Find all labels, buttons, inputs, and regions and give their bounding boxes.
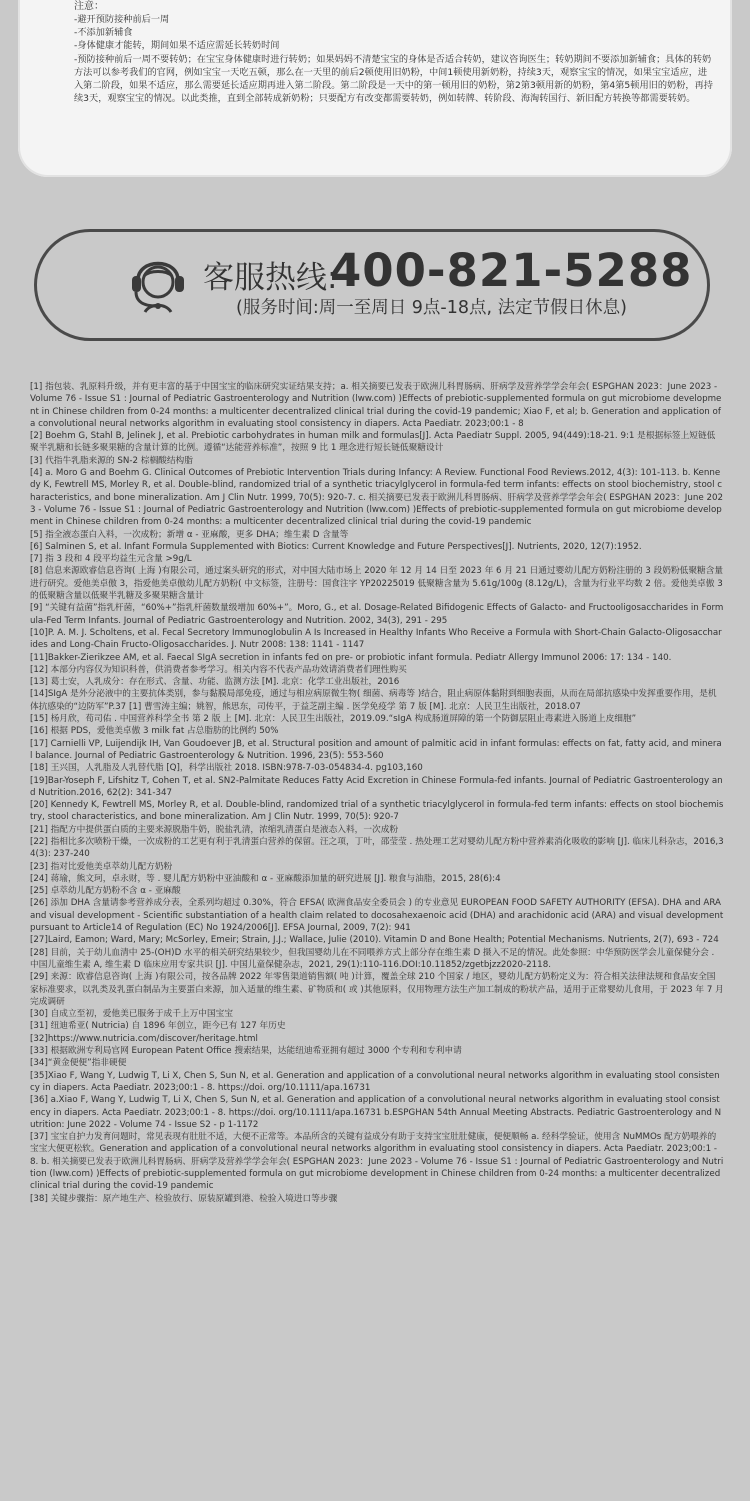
reference-item: [20] Kennedy K, Fewtrell MS, Morley R, et al. Double-blind, randomized trial of a synthetic triacylglycerol in formula-fed term infants: effects on stool biochemistry, stool characteristics, and bone mineralization. Am J Clin Nutr. 1999, 70(5): 920-7 [30,800,724,823]
reference-item: [9] “关键有益菌”指乳杆菌，“60%+”指乳杆菌数量级增加 60%+”。Moro, G., et al. Dosage-Related Bifidogenic Effects of Galacto- and Fructooligosaccharides in Formula-Fed Term Infants. Journal of Pediatric Gastroenterology and Nutrition. 2002, 34(3), 291 - 295 [30,603,724,626]
reference-item: [22] 指相比多次喷粉干燥，一次成粉的工艺更有利于乳清蛋白营养的保留。汪之项，丁叶，邵莹莹 . 热处理工艺对婴幼儿配方粉中营养素消化吸收的影响 [J]. 临床儿科杂志，2016,34(3): 237-240 [30,836,724,860]
reference-item: [16] 根据 PDS，爱他美卓傲 3 milk fat 占总脂肪的比例约 50% [30,726,279,737]
hotline-number[interactable]: 400-821-5288 [330,244,693,297]
reference-item: [8] 信息来源欧睿信息咨询( 上海 )有限公司，通过案头研究的形式，对中国大陆市场上 2020 年 12 月 14 日至 2023 年 6 月 21 日通过婴幼儿配方奶粉注册的 3 段奶粉低聚糖含量进行研究。爱他美卓傲 3，指爱他美卓傲幼儿配方奶粉( 中文标签，注册号：国食注字 YP20225019 低聚糖含量为 5.61g/100g (8.12g/L)，含量为行业平均数 2 倍。爱他美卓傲 3 的低聚糖含量以低聚半乳糖及多聚果糖含量计 [30,566,724,602]
reference-item: [2] Boehm G, Stahl B, Jelinek J, et al. Prebiotic carbohydrates in human milk and formulas[J]. Acta Paediatr Suppl. 2005, 94(449):18-21. 9:1 是根据标签上短链低聚半乳糖和长链多聚果糖的含量计算的比例。遵循“达能营养标准”，按照 9 比 1 理念进行短长链低聚糖设计 [30,431,716,454]
reference-item: [27]Laird, Eamon; Ward, Mary; McSorley, Emeir; Strain, J.J.; Wallace, Julie (2010). Vitamin D and Bone Health; Potential Mechanisms. Nutrients, 2(7), 693 - 724 [30,935,719,946]
notice-line: -不添加新辅食 [74,27,133,39]
reference-item: [3] 代指牛乳脂来源的 SN-2 棕榈酸结构脂 [30,455,193,466]
reference-item: [23] 指对比爱他美卓萃幼儿配方奶粉 [30,861,173,872]
reference-item: [5] 指全液态蛋白入料，一次成粉；新增 α - 亚麻酸，更多 DHA；维生素 D 含量等 [30,529,349,540]
references-list [30,381,724,1205]
notice-line: -预防接种前后一周不要转奶；在宝宝身体健康时进行转奶；如果妈妈不清楚宝宝的身体是否适合转奶，建议咨询医生；转奶期间不要添加新辅食；具体的转奶方法可以参考我们的官网，例如宝宝一天吃五顿，那么在一天里的前后2顿使用旧奶粉，中间1顿使用新奶粉，持续3天，观察宝宝的情况，如果宝宝适应，进入第二阶段，如果不适应，那么需要延长适应期再进入第二阶段。第二阶段是一天中的第一顿用旧的奶粉，第2第3顿用新的奶粉，第4第5顿用旧的奶粉，再持续3天，观察宝宝的情况。以此类推，直到全部转成新奶粉；只要配方有改变都需要转奶，例如转牌、转阶段、海淘转国行、新旧配方转换等都需要转奶。 [74,53,713,105]
reference-item: [13] 葛士安，人乳成分：存在形式、含量、功能、监测方法 [M]. 北京：化学工业出版社，2016 [30,677,400,688]
reference-item: [25] 卓萃幼儿配方奶粉不含 α - 亚麻酸 [30,886,181,897]
notice-line: -避开预防接种前后一周 [74,14,170,25]
reference-item: [28] 目前，关于幼儿血清中 25-(OH)D 水平的相关研究结果较少，但我国婴幼儿在不同喂养方式上部分存在维生素 D 摄入不足的情况。此处参照：中华预防医学会儿童保健分会 . 中国儿童维生素 A, 维生素 D 临床应用专家共识 [J]. 中国儿童保健杂志，2021, 29(1):110-116.DOI:10.11852/zgetbjzz2020-2118. [30,947,715,970]
reference-item: [12] 本部分内容仅为知识科普，供消费者参考学习。相关内容不代表产品功效请消费者们理性购买 [30,664,407,675]
reference-item: [34]“黄金便便”指非硬便 [30,1058,127,1069]
reference-item: [6] Salminen S, et al. Infant Formula Supplemented with Biotics: Current Knowledge and Future Perspectives[J]. Nutrients, 2020, 12(7):1952. [30,541,642,552]
reference-item: [33] 根据欧洲专利局官网 European Patent Office 搜索结果，达能纽迪希亚拥有超过 3000 个专利和专利申请 [30,1046,462,1057]
reference-item: [17] Carnielli VP, Luijendijk IH, Van Goudoever JB, et al. Structural position and amount of palmitic acid in infant formulas: effects on fat, fatty acid, and mineral balance. Journal of Pediatric Gastroenterology & Nutrition. 1996, 23(5): 553-560 [30,738,722,761]
reference-item: [21] 指配方中提供蛋白质的主要来源脱脂牛奶，脱盐乳清，浓缩乳清蛋白是液态入料，一次成粉 [30,824,399,835]
hotline-hours: (服务时间:周一至周日 9点-18点, 法定节假日休息) [236,298,627,318]
reference-item: [30] 自成立至初，爱他美已服务于成千上万中国宝宝 [30,1009,234,1020]
reference-item: [24] 蒋瑜，熊文珂，卓永财，等 . 婴儿配方奶粉中亚油酸和 α - 亚麻酸添加量的研究进展 [J]. 粮食与油脂，2015, 28(6):4 [30,873,501,884]
hotline-label: 客服热线: [203,260,338,296]
reference-item: [1] 指包装、乳原料升级，并有更丰富的基于中国宝宝的临床研究实证结果支持；a. 相关摘要已发表于欧洲儿科胃肠病、肝病学及营养学学会年会( ESPGHAN 2023：June 2023 - Volume 76 - Issue S1 : Journal of Pediatric Gastroenterology and Nutrition (lww.com) )Effects of prebiotic-supplemented formula on gut microbiome development in Chinese children from 0-24 months: a multicenter decentralized clinical trial during the covid-19 pandemic; Xiao F, et al; b. Generation and application of a convolutional neural networks algorithm in evaluating stool consistency in diapers. Acta Paediatr. 2023;00:1 - 8 [30,382,722,429]
reference-item: [14]SIgA 是外分泌液中的主要抗体类别，参与黏膜局部免疫，通过与相应病原微生物( 细菌、病毒等 )结合，阻止病原体黏附到细胞表面，从而在局部抗感染中发挥重要作用，是机体抗感染的“边防军”P.37 [1] 曹雪涛主编；姚智，熊思东，司传平，于益芝副主编 . 医学免疫学 第 7 版 [M]. 北京：人民卫生出版社，2018.07 [30,689,717,712]
notice-content [74,0,714,105]
customer-service-agent-icon [118,240,198,320]
notice-title: 注意： [74,1,104,12]
reference-item: [35]Xiao F, Wang Y, Ludwig T, Li X, Chen S, Sun N, et al. Generation and application of a convolutional neural networks algorithm in evaluating stool consistency in diapers. Acta Paediatr. 2023;00:1 - 8. https://doi. org/10.1111/apa.16731 [30,1070,720,1093]
reference-item: [18] 王兴国，人乳脂及人乳替代脂 [Q]，科学出版社 2018. ISBN:978-7-03-054834-4. pg103,160 [30,763,423,774]
reference-item: [38] 关键步骤指：原产地生产、检验放行、原装原罐到港、检验入境进口等步骤 [30,1193,338,1204]
reference-link[interactable]: [32]https://www.nutricia.com/discover/heritage.html [30,1033,258,1044]
reference-item: [4] a. Moro G and Boehm G. Clinical Outcomes of Prebiotic Intervention Trials during Infancy: A Review. Functional Food Reviews.2012, 4(3): 101-113. b. Kennedy K, Fewtrell MS, Morley R, et al. Double-blind, randomized trial of a synthetic triacylglycerol in formula-fed term infants: effects on stool biochemistry, stool characteristics, and bone mineralization. Am J Clin Nutr. 1999, 70(5): 920-7. c. 相关摘要已发表于欧洲儿科胃肠病、肝病学及营养学学会年会( ESPGHAN 2023：June 2023 - Volume 76 - Issue S1 : Journal of Pediatric Gastroenterology and Nutrition (lww.com) )Effects of prebiotic-supplemented formula on gut microbiome development in Chinese children from 0-24 months: a multicenter decentralized clinical trial during the covid-19 pandemic [30,468,724,528]
notice-line: -身体健康才能转，期间如果不适应需延长转奶时间 [74,40,280,52]
reference-item: [11]Bakker-Zierikzee AM, et al. Faecal SIgA secretion in infants fed on pre- or probiotic infant formula. Pediatr Allergy Immunol 2006: 17: 134 - 140. [30,652,672,663]
notice-card [18,0,732,177]
reference-item: [29] 来源：欧睿信息咨询( 上海 )有限公司，按各品牌 2022 年零售渠道销售额( 吨 )计算，覆盖全球 210 个国家 / 地区，婴幼儿配方奶粉定义为：符合相关法律法规和食品安全国家标准要求，以乳类及乳蛋白制品为主要蛋白来源，加入适量的维生素、矿物质和( 或 )其他原料，仅用物理方法生产加工制成的粉状产品，适用于正常婴幼儿食用，于 2023 年 7 月完成调研 [30,972,724,1007]
reference-item: [36] a.Xiao F, Wang Y, Ludwig T, Li X, Chen S, Sun N, et al. Generation and application of a convolutional neural networks algorithm in evaluating stool consistency in diapers. Acta Paediatr. 2023;00:1 - 8. https://doi. org/10.1111/apa.16731 b.ESPGHAN 54th Annual Meeting Abstracts. Pediatric Gastroenterology and Nutrition: June 2022 - Volume 74 - Issue S2 - p 1-1172 [30,1095,722,1130]
reference-item: [15] 杨月欣，荀司佑 . 中国营养科学全书 第 2 版 上 [M]. 北京：人民卫生出版社，2019.09.“sIgA 构成肠道屏障的第一个防御层阻止毒素进入肠道上皮细胞” [30,714,637,725]
reference-item: [19]Bar-Yoseph F, Lifshitz T, Cohen T, et al. SN2-Palmitate Reduces Fatty Acid Excretion in Chinese Formula-fed infants. Journal of Pediatric Gastroenterology and Nutrition.2016, 62(2): 341-347 [30,775,723,798]
reference-item: [37] 宝宝自护力发育问题时，常见表现有肚肚不适，大便不正常等。本品所含的关键有益成分有助于支持宝宝肚肚健康，便便顺畅 a. 经科学验证，使用含 NuMMOs 配方奶喂养的宝宝大便更松软。Generation and application of a convolutional neural networks algorithm in evaluating stool consistency in diapers. Acta Paediatr. 2023;00:1 - 8. b. 相关摘要已发表于欧洲儿科胃肠病、肝病学及营养学学会年会( ESPGHAN 2023：June 2023 - Volume 76 - Issue S1 : Journal of Pediatric Gastroenterology and Nutrition (lww.com) )Effects of prebiotic-supplemented formula on gut microbiome development in Chinese children from 0-24 months: a multicenter decentralized clinical trial during the covid-19 pandemic [30,1132,724,1192]
reference-item: [31] 纽迪希亚( Nutricia) 自 1896 年创立，距今已有 127 年历史 [30,1021,286,1032]
reference-item: [7] 指 3 段和 4 段平均益生元含量 >9g/L [30,554,192,565]
reference-item: [26] 添加 DHA 含量请参考营养成分表，全系列均超过 0.30%，符合 EFSA( 欧洲食品安全委员会 ) 的专业意见 EUROPEAN FOOD SAFETY AUTHORITY (EFSA). DHA and ARA and visual development - Scientific substantiation of a health claim related to docosahexaenoic acid (DHA) and arachidonic acid (ARA) and visual development pursuant to Article14 of Regulation (EC) No 1924/2006[J]. EFSA Journal, 2009, 7(2): 941 [30,898,724,934]
reference-item: [10]P. A. M. J. Scholtens, et al. Fecal Secretory Immunoglobulin A Is Increased in Healthy Infants Who Receive a Formula with Short-Chain Galacto-Oligosaccharides and Long-Chain Fructo-Oligosaccharides. J. Nutr 2008: 138: 1141 - 1147 [30,627,722,651]
